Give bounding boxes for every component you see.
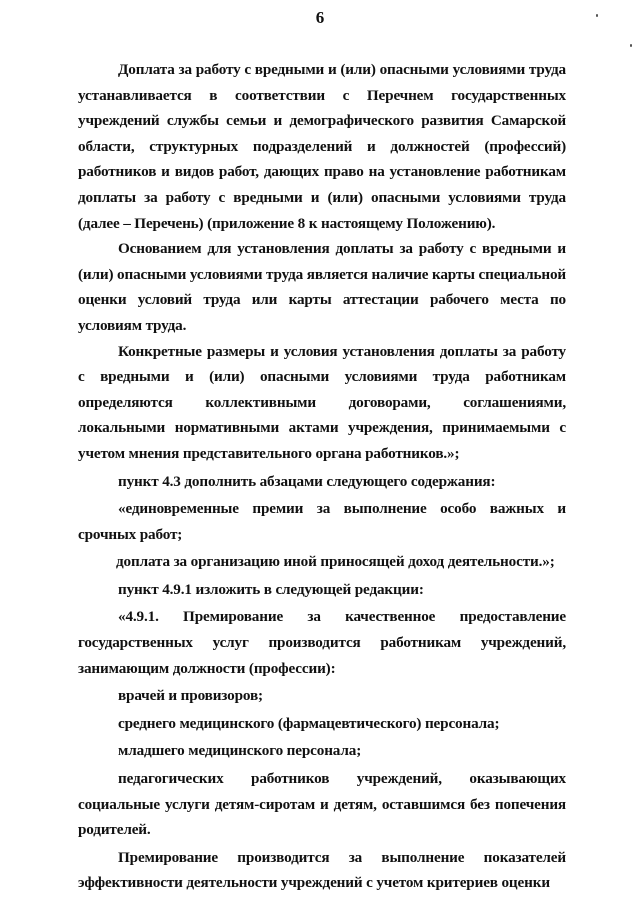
paragraph: пункт 4.9.1 изложить в следующей редакции: <box>118 580 424 598</box>
body-text <box>78 57 566 896</box>
paragraph: «4.9.1. Премирование за качественное предоставление государственных услуг производится работникам учреждений, занимающим должности (профессии): <box>78 608 566 677</box>
scan-artifact <box>596 14 598 17</box>
paragraph: среднего медицинского (фармацевтического) персонала; <box>118 714 500 732</box>
paragraph: педагогических работников учреждений, оказывающих социальные услуги детям-сиротам и детям, оставшимся без попечения родителей. <box>78 770 566 839</box>
scan-artifact <box>630 44 632 47</box>
paragraph: доплата за организацию иной приносящей доход деятельности.»; <box>116 553 555 571</box>
paragraph: Конкретные размеры и условия установления доплаты за работу с вредными и (или) опасными условиями труда работникам определяются коллективными договорами, соглашениями, локальными нормативными актами учреждения, принимаемыми с учетом мнения представительного органа работников.»; <box>78 342 566 462</box>
paragraph: младшего медицинского персонала; <box>118 742 362 760</box>
paragraph: Основанием для установления доплаты за работу с вредными и (или) опасными условиями труда является наличие карты специальной оценки условий труда или карты аттестации рабочего места по условиям труда. <box>78 240 566 334</box>
paragraph: врачей и провизоров; <box>118 687 263 705</box>
paragraph: пункт 4.3 дополнить абзацами следующего содержания: <box>118 472 496 490</box>
paragraph: «единовременные премии за выполнение особо важных и срочных работ; <box>78 500 566 543</box>
paragraph: Доплата за работу с вредными и (или) опасными условиями труда устанавливается в соответствии с Перечнем государственных учреждений службы семьи и демографического развития Самарской области, структурных подразделений и должностей (профессий) работников и видов работ, дающих право на установление работникам доплаты за работу с вредными и (или) опасными условиями труда (далее – Перечень) (приложение 8 к настоящему Положению). <box>78 61 566 232</box>
page-number: 6 <box>315 8 325 27</box>
paragraph: Премирование производится за выполнение показателей эффективности деятельности учреждений с учетом критериев оценки <box>78 848 566 892</box>
